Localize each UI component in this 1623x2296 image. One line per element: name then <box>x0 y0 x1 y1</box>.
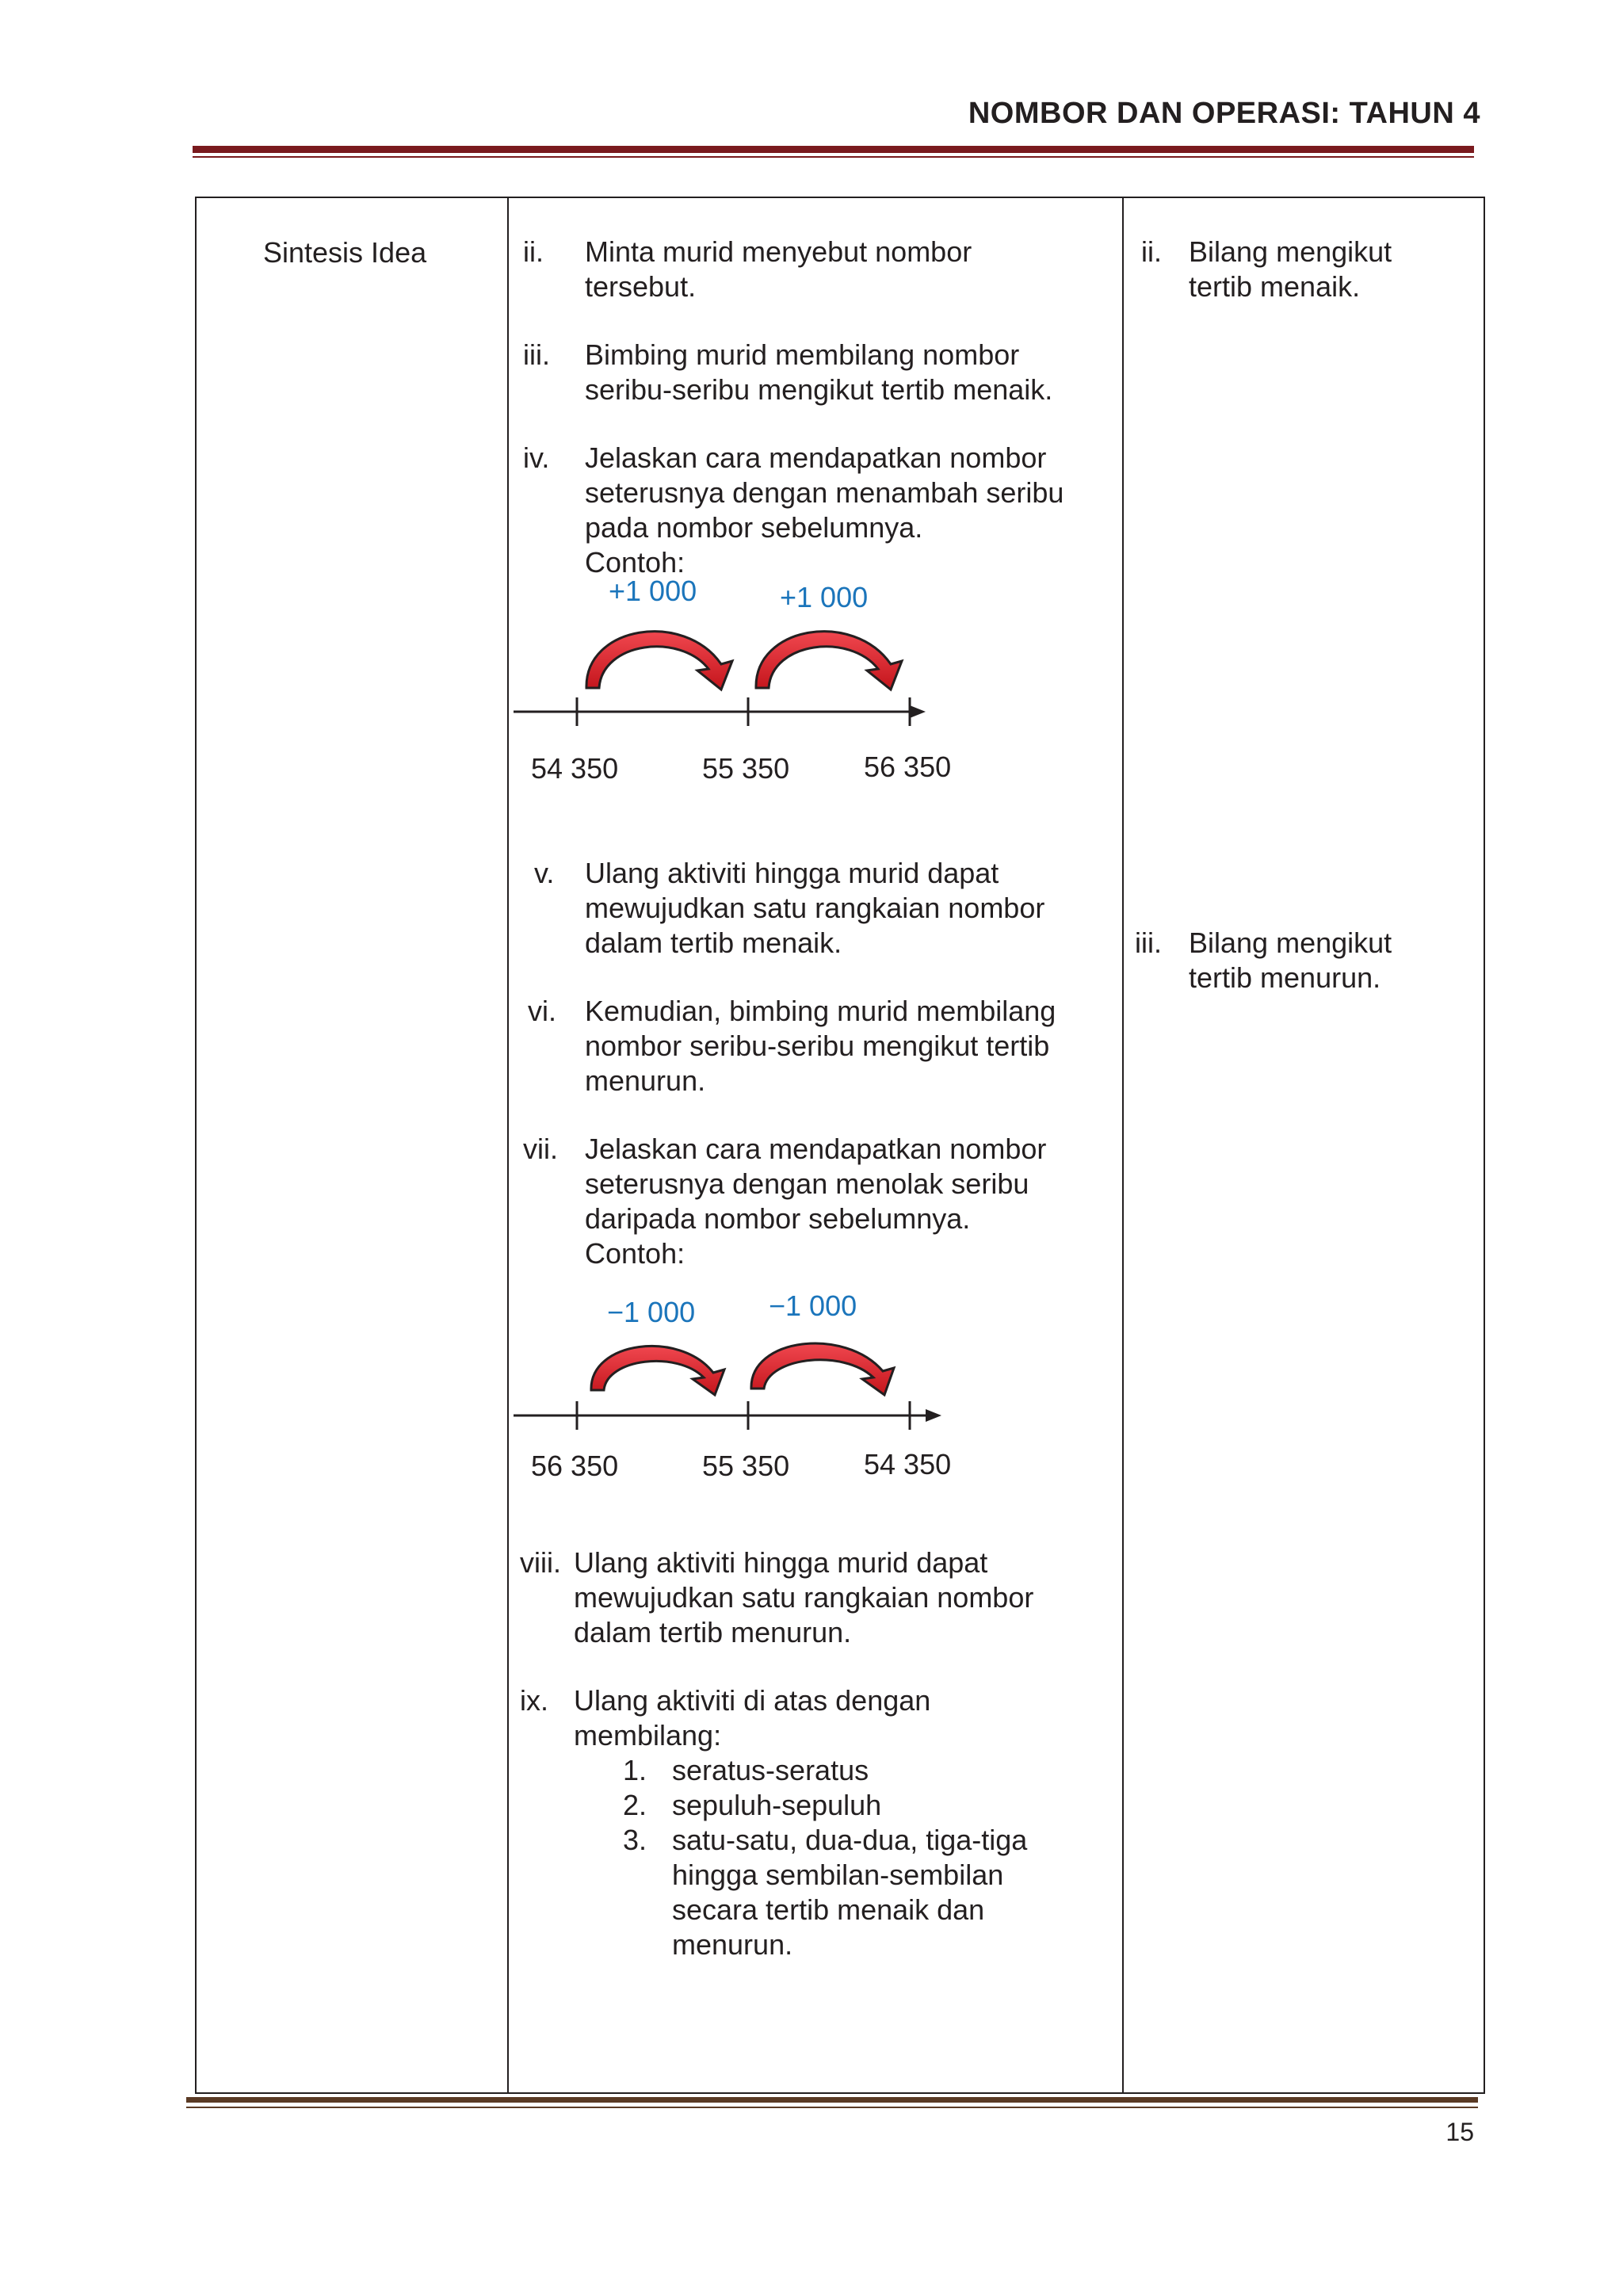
jump-arrow <box>586 632 732 690</box>
step-number: ix. <box>520 1684 548 1717</box>
step-number: ii. <box>523 235 544 268</box>
tick-label: 54 350 <box>531 752 619 785</box>
sublist-item: sepuluh-sepuluh <box>672 1789 882 1821</box>
tick-label: 55 350 <box>702 1450 790 1482</box>
step-number: iv. <box>523 441 550 474</box>
step-iii-text: Bimbing murid membilang nombor seribu-seribu mengikut tertib menaik. <box>585 338 1053 406</box>
column-divider-2 <box>1122 198 1124 2092</box>
stage-label: Sintesis Idea <box>263 236 427 269</box>
assessment-item-descending: Bilang mengikut tertib menurun. <box>1189 926 1392 994</box>
sublist-item: satu-satu, dua-dua, tiga-tiga hingga sembilan-sembilan secara tertib menaik dan menurun. <box>672 1824 1028 1961</box>
sublist-number: 3. <box>623 1824 647 1856</box>
jump-label: +1 000 <box>780 581 869 613</box>
step-ii-text: Minta murid menyebut nombor tersebut. <box>585 235 972 303</box>
step-vi-text: Kemudian, bimbing murid membilang nombor seribu-seribu mengikut tertib menurun. <box>585 995 1056 1097</box>
step-number: iii. <box>523 338 550 371</box>
page-header-title: NOMBOR DAN OPERASI: TAHUN 4 <box>968 97 1480 130</box>
page-number: 15 <box>1445 2118 1474 2146</box>
step-number: vi. <box>528 995 556 1027</box>
assessment-number: iii. <box>1135 926 1162 959</box>
jump-arrow <box>591 1346 724 1395</box>
number-line-ascending <box>514 571 952 800</box>
step-v-text: Ulang aktiviti hingga murid dapat mewujudkan satu rangkaian nombor dalam tertib menaik. <box>585 857 1045 959</box>
step-ix-text: Ulang aktiviti di atas dengan membilang: <box>574 1684 931 1752</box>
tick-label: 54 350 <box>864 1448 952 1480</box>
jump-label: +1 000 <box>609 575 697 607</box>
jump-arrow <box>751 1343 894 1395</box>
step-vii-text: Jelaskan cara mendapatkan nombor seterusnya dengan menolak seribu daripada nombor sebelumnya. Contoh: <box>585 1133 1047 1270</box>
tick-label: 55 350 <box>702 752 790 785</box>
step-iv-text: Jelaskan cara mendapatkan nombor seterusnya dengan menambah seribu pada nombor sebelumnya. Contoh: <box>585 441 1064 579</box>
step-number: vii. <box>523 1133 558 1165</box>
step-number: viii. <box>520 1546 561 1579</box>
footer-rule <box>186 2097 1478 2108</box>
step-viii-text: Ulang aktiviti hingga murid dapat mewujudkan satu rangkaian nombor dalam tertib menurun. <box>574 1546 1034 1648</box>
tick-label: 56 350 <box>864 751 952 783</box>
column-divider-1 <box>507 198 509 2092</box>
sublist-item: seratus-seratus <box>672 1754 869 1786</box>
assessment-item-ascending: Bilang mengikut tertib menaik. <box>1189 235 1392 303</box>
sublist-number: 1. <box>623 1754 647 1786</box>
sublist-number: 2. <box>623 1789 647 1821</box>
tick-label: 56 350 <box>531 1450 619 1482</box>
assessment-number: ii. <box>1141 235 1162 268</box>
jump-label: −1 000 <box>769 1289 857 1322</box>
jump-label: −1 000 <box>607 1296 696 1328</box>
lesson-table <box>195 197 1485 2094</box>
step-number: v. <box>534 857 555 889</box>
axis-arrowhead <box>910 705 926 718</box>
header-rule <box>193 146 1474 158</box>
axis-arrowhead <box>926 1409 941 1422</box>
jump-arrow <box>756 632 902 690</box>
number-line-descending <box>514 1286 952 1499</box>
